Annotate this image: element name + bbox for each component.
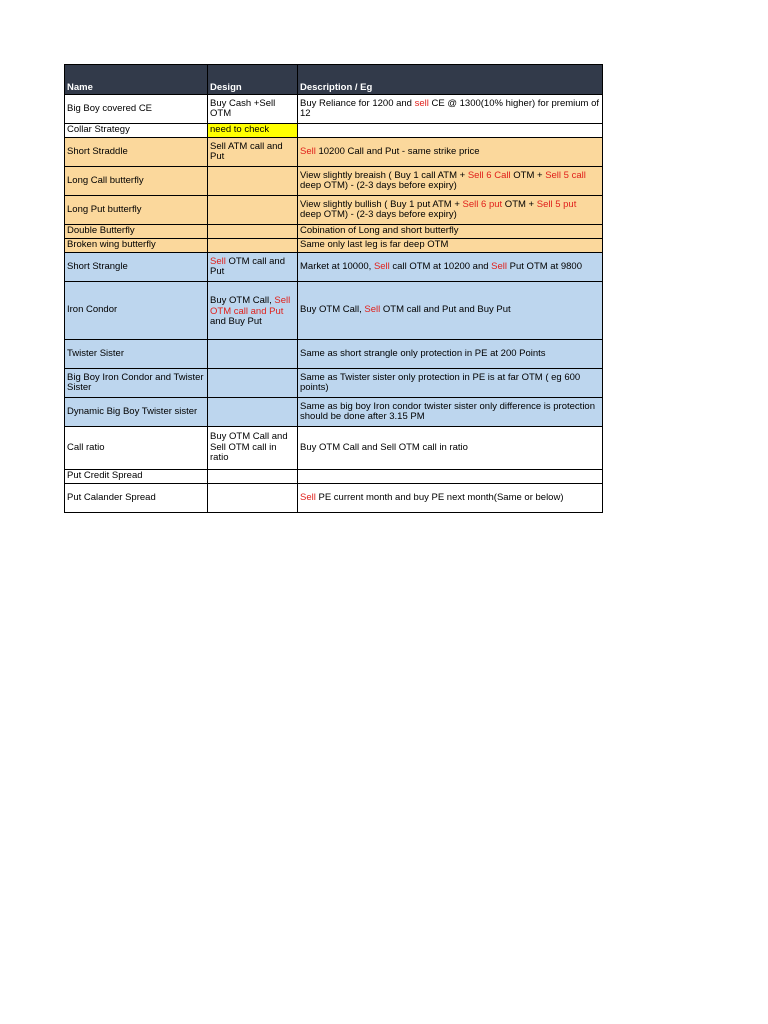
text-segment: Put OTM at 9800	[507, 260, 582, 272]
text-segment: deep OTM) - (2-3 days before expiry)	[300, 180, 457, 191]
cell-description[interactable]	[298, 253, 603, 282]
cell-description[interactable]	[298, 369, 603, 398]
cell-design[interactable]	[208, 167, 298, 196]
text-segment: Cobination of Long and short butterfly	[300, 225, 459, 237]
cell-name[interactable]: Twister Sister	[65, 340, 208, 369]
text-segment: CE @ 1300(10% higher) for premium of 12	[300, 97, 600, 119]
table-row	[65, 225, 603, 239]
cell-design[interactable]	[208, 138, 298, 167]
text-segment: Sell ATM call and Put	[210, 140, 283, 162]
header-description[interactable]: Description / Eg	[298, 65, 603, 95]
cell-description[interactable]	[298, 282, 603, 340]
table-row	[65, 239, 603, 253]
red-text-segment: Sell	[300, 491, 316, 503]
cell-name[interactable]: Big Boy Iron Condor and Twister Sister	[65, 369, 208, 398]
cell-description[interactable]	[298, 398, 603, 427]
red-text-segment: Sell 6 Call	[467, 169, 511, 181]
cell-design[interactable]	[208, 95, 298, 124]
text-segment: Buy OTM Call and Sell OTM call in ratio	[300, 441, 468, 453]
table-row	[65, 484, 603, 513]
text-segment: OTM +	[510, 169, 546, 181]
cell-design[interactable]	[208, 470, 298, 484]
text-segment: Buy OTM Call,	[210, 295, 275, 307]
cell-name[interactable]: Short Straddle	[65, 138, 208, 167]
cell-name[interactable]: Call ratio	[65, 427, 208, 470]
table-row	[65, 124, 603, 138]
text-segment: need to check	[210, 124, 270, 136]
cell-design[interactable]	[208, 196, 298, 225]
cell-name[interactable]: Iron Condor	[65, 282, 208, 340]
red-text-segment: Sell 5 put	[536, 198, 577, 210]
table-row	[65, 167, 603, 196]
cell-description[interactable]	[298, 124, 603, 138]
cell-design[interactable]	[208, 253, 298, 282]
red-text-segment: Sell	[491, 260, 508, 272]
cell-name[interactable]: Big Boy covered CE	[65, 95, 208, 124]
header-design[interactable]: Design	[208, 65, 298, 95]
cell-design[interactable]	[208, 427, 298, 470]
text-segment: Same as Twister sister only protection in PE is at far OTM ( eg 600 points)	[300, 371, 581, 393]
red-text-segment: sell	[414, 97, 429, 109]
table-row	[65, 369, 603, 398]
cell-design[interactable]	[208, 239, 298, 253]
cell-description[interactable]	[298, 196, 603, 225]
table-row	[65, 138, 603, 167]
cell-name[interactable]: Put Credit Spread	[65, 470, 208, 484]
cell-design[interactable]	[208, 225, 298, 239]
text-segment: Buy OTM Call and Sell OTM call in ratio	[210, 431, 288, 464]
table-row	[65, 398, 603, 427]
strategy-table	[64, 64, 603, 513]
cell-name[interactable]: Short Strangle	[65, 253, 208, 282]
header-name[interactable]: Name	[65, 65, 208, 95]
text-segment: and Buy Put	[210, 316, 262, 328]
table-row	[65, 282, 603, 340]
text-segment: 10200 Call and Put - same strike price	[315, 145, 480, 157]
cell-design[interactable]	[208, 340, 298, 369]
cell-description[interactable]	[298, 95, 603, 124]
cell-description[interactable]	[298, 427, 603, 470]
cell-design[interactable]	[208, 282, 298, 340]
text-segment: View slightly bullish ( Buy 1 put ATM +	[300, 198, 463, 210]
text-segment: OTM call and Put	[210, 255, 285, 277]
text-segment: OTM call and Put and Buy Put	[380, 304, 511, 316]
cell-name[interactable]: Long Put butterfly	[65, 196, 208, 225]
cell-design[interactable]	[208, 398, 298, 427]
cell-description[interactable]	[298, 470, 603, 484]
cell-description[interactable]	[298, 225, 603, 239]
cell-description[interactable]	[298, 340, 603, 369]
cell-name[interactable]: Dynamic Big Boy Twister sister	[65, 398, 208, 427]
cell-name[interactable]: Long Call butterfly	[65, 167, 208, 196]
cell-name[interactable]: Double Butterfly	[65, 225, 208, 239]
red-text-segment: Sell 5 call	[545, 169, 586, 181]
red-text-segment: Sell 6 put	[462, 198, 503, 210]
cell-design[interactable]	[208, 484, 298, 513]
table-row	[65, 340, 603, 369]
text-segment: Buy OTM Call,	[300, 304, 365, 316]
red-text-segment: Sell OTM call and Put	[210, 295, 291, 317]
text-segment: Market at 10000,	[300, 260, 374, 272]
red-text-segment: Sell	[300, 145, 316, 157]
cell-name[interactable]: Collar Strategy	[65, 124, 208, 138]
cell-design[interactable]	[208, 124, 298, 138]
red-text-segment: Sell	[210, 255, 226, 267]
cell-name[interactable]: Put Calander Spread	[65, 484, 208, 513]
cell-description[interactable]	[298, 239, 603, 253]
text-segment: Same as big boy Iron condor twister sister only difference is protection should be done after 3.15 PM	[300, 400, 595, 422]
cell-name[interactable]: Broken wing butterfly	[65, 239, 208, 253]
text-segment: Same only last leg is far deep OTM	[300, 239, 449, 251]
text-segment: View slightly breaish ( Buy 1 call ATM +	[300, 169, 468, 181]
text-segment: Buy Cash +Sell OTM	[210, 97, 276, 119]
table-row	[65, 196, 603, 225]
cell-description[interactable]	[298, 167, 603, 196]
red-text-segment: Sell	[364, 304, 381, 316]
cell-description[interactable]	[298, 138, 603, 167]
text-segment: call OTM at 10200 and	[389, 260, 492, 272]
red-text-segment: Sell	[373, 260, 390, 272]
header-row	[65, 65, 603, 95]
text-segment: deep OTM) - (2-3 days before expiry)	[300, 209, 457, 220]
text-segment: Buy Reliance for 1200 and	[300, 97, 415, 109]
text-segment: PE current month and buy PE next month(Same or below)	[315, 491, 564, 503]
cell-design[interactable]	[208, 369, 298, 398]
text-segment: Same as short strangle only protection in PE at 200 Points	[300, 347, 546, 359]
cell-description[interactable]	[298, 484, 603, 513]
table-row	[65, 253, 603, 282]
table-row	[65, 470, 603, 484]
table-row	[65, 427, 603, 470]
text-segment: OTM +	[502, 198, 537, 210]
table-row	[65, 95, 603, 124]
